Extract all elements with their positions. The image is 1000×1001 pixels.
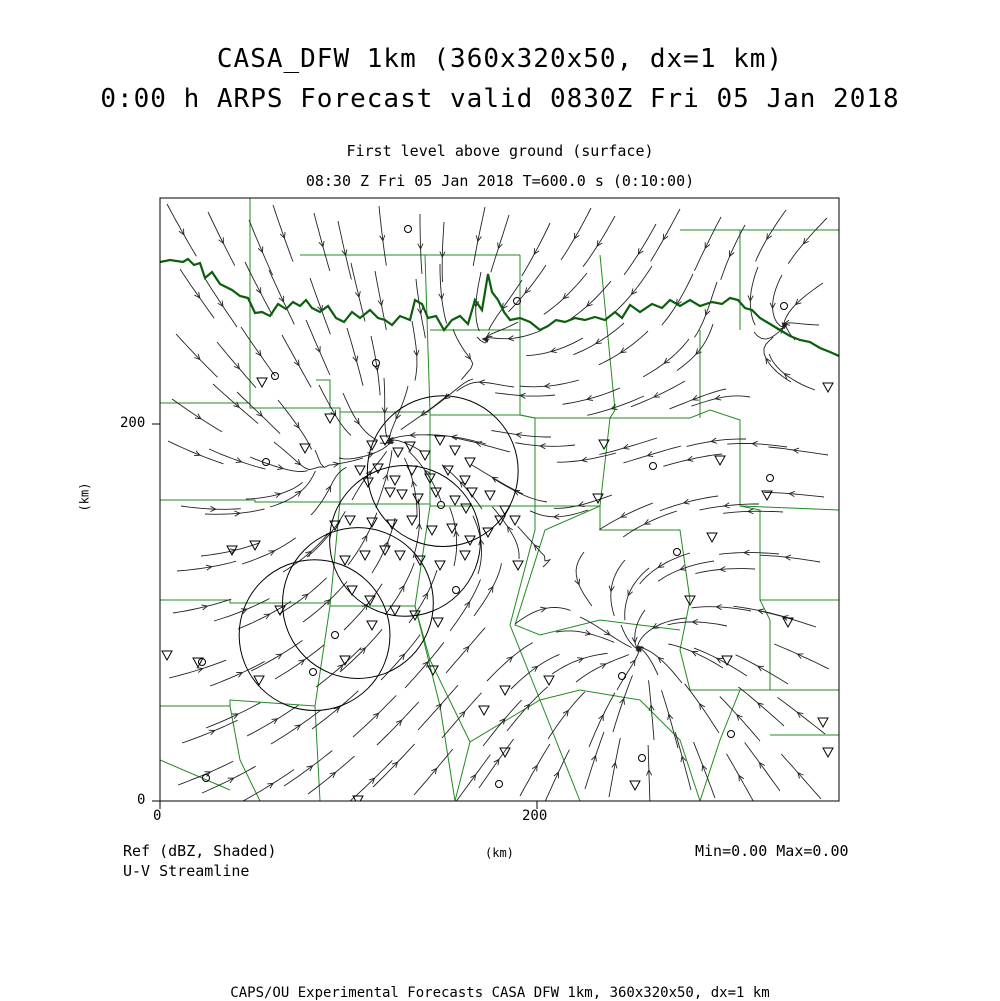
station-triangle	[513, 561, 523, 570]
streamline	[208, 212, 235, 266]
county-line	[700, 600, 770, 801]
streamline	[738, 687, 784, 726]
streamline	[760, 555, 820, 562]
station-circle	[619, 673, 626, 680]
streamline-arrow	[596, 339, 602, 344]
streamline	[719, 553, 779, 555]
streamline	[209, 449, 266, 469]
station-circle	[405, 226, 412, 233]
streamline	[662, 690, 679, 748]
streamline-arrow	[272, 719, 278, 724]
station-triangle	[823, 748, 833, 757]
streamline	[515, 607, 571, 624]
streamline	[585, 732, 604, 789]
streamline	[450, 507, 457, 566]
streamline	[446, 628, 485, 673]
streamline	[210, 661, 265, 686]
station-triangle	[818, 718, 828, 727]
station-triangle	[390, 606, 400, 615]
streamline	[720, 697, 760, 742]
x-axis-label: (km)	[485, 846, 514, 860]
streamline	[509, 265, 547, 312]
streamline	[237, 392, 280, 434]
county-line	[316, 380, 330, 408]
streamline-arrow	[766, 358, 771, 364]
streamline-arrow	[218, 301, 223, 307]
streamline	[723, 511, 783, 513]
streamline	[552, 653, 608, 674]
streamline	[347, 328, 363, 386]
streamline	[474, 563, 502, 616]
title-line-1: CASA_DFW 1km (360x320x50, dx=1 km)	[216, 44, 784, 74]
streamline	[614, 266, 652, 313]
streamline-arrow	[494, 759, 499, 765]
streamline	[176, 334, 218, 377]
streamline	[783, 323, 819, 329]
streamline	[695, 282, 718, 337]
streamline	[269, 270, 294, 324]
streamline	[389, 386, 408, 443]
station-triangle	[257, 378, 267, 387]
streamline	[522, 223, 550, 276]
radar-ring-1	[367, 396, 518, 547]
station-triangle	[254, 676, 264, 685]
streamline	[376, 450, 392, 508]
streamline	[213, 384, 258, 424]
streamline	[271, 710, 321, 744]
streamline	[473, 207, 485, 266]
plot-frame	[160, 198, 839, 801]
streamline-arrow	[604, 630, 610, 635]
streamline	[353, 695, 396, 737]
streamline	[418, 685, 458, 730]
station-triangle	[345, 516, 355, 525]
streamline-arrow	[597, 240, 602, 246]
streamline	[311, 467, 346, 515]
streamline	[631, 381, 685, 407]
station-circle	[650, 463, 657, 470]
station-circle	[639, 755, 646, 762]
time-subtitle: 08:30 Z Fri 05 Jan 2018 T=600.0 s (0:10:00)	[305, 172, 695, 190]
station-triangle	[479, 706, 489, 715]
streamline	[773, 275, 786, 327]
streamline	[303, 582, 347, 623]
station-circle	[332, 632, 339, 639]
streamline	[315, 450, 363, 467]
streamline	[491, 431, 551, 438]
station-triangle	[355, 466, 365, 475]
streamline	[249, 220, 273, 275]
radar-ring-4	[239, 560, 390, 711]
station-triangle	[397, 490, 407, 499]
streamline	[544, 750, 569, 804]
streamline	[182, 720, 238, 743]
station-triangle	[544, 676, 554, 685]
station-triangle	[360, 551, 370, 560]
streamline	[643, 339, 689, 377]
streamline	[694, 648, 747, 676]
streamline-arrow	[295, 725, 301, 730]
streamline-arrow	[294, 422, 299, 428]
streamline	[384, 378, 387, 438]
streamline	[750, 267, 758, 325]
county-boundaries	[160, 198, 840, 801]
streamline	[613, 675, 633, 732]
streamline	[788, 218, 827, 264]
station-triangle	[435, 561, 445, 570]
station-triangle	[500, 686, 510, 695]
title-line-2: 0:00 h ARPS Forecast valid 0830Z Fri 05 Jan 2018	[100, 84, 900, 114]
streamline-arrow	[760, 763, 765, 769]
footer-credit: CAPS/OU Experimental Forecasts CASA DFW 1km, 360x320x50, dx=1 km	[230, 985, 770, 1001]
streamline	[756, 210, 787, 262]
station-triangle	[461, 504, 471, 513]
streamline	[561, 208, 591, 260]
station-circle	[310, 669, 317, 676]
station-triangle	[427, 526, 437, 535]
streamline	[471, 464, 523, 494]
station-triangle	[823, 383, 833, 392]
streamline	[338, 221, 351, 280]
streamline	[405, 642, 444, 688]
streamline	[778, 697, 826, 734]
streamline	[721, 225, 745, 280]
station-circle	[728, 731, 735, 738]
streamline	[623, 446, 681, 463]
station-circle	[453, 587, 460, 594]
station-triangle	[420, 451, 430, 460]
station-circle	[767, 475, 774, 482]
streamline	[201, 543, 259, 556]
x-tick-label-0: 0	[153, 808, 162, 824]
streamline	[442, 693, 482, 738]
station-triangle	[390, 476, 400, 485]
streamline-arrow	[638, 248, 643, 254]
streamline	[282, 335, 311, 387]
streamline	[420, 214, 422, 274]
streamline	[781, 754, 821, 799]
station-circle	[438, 502, 445, 509]
streamline-arrow	[621, 348, 627, 353]
streamline	[583, 216, 615, 267]
streamline	[493, 478, 548, 502]
streamline	[373, 744, 415, 787]
streamline	[548, 692, 585, 739]
streamline	[457, 382, 514, 391]
streamline	[530, 510, 588, 517]
streamline-arrow	[354, 418, 359, 424]
streamline	[515, 443, 575, 447]
county-line	[600, 255, 615, 506]
streamline	[694, 217, 721, 271]
county-line	[160, 500, 600, 506]
min-max-readout: Min=0.00 Max=0.00	[695, 842, 849, 860]
streamline	[635, 610, 645, 651]
streamline	[599, 503, 653, 530]
county-line	[515, 506, 680, 635]
streamline	[636, 648, 682, 683]
streamline	[663, 454, 722, 466]
streamline	[168, 441, 224, 464]
streamline	[243, 770, 294, 802]
streamline	[784, 283, 823, 326]
streamline	[442, 222, 444, 282]
station-triangle	[485, 491, 495, 500]
streamline	[635, 647, 658, 675]
streamline	[736, 655, 788, 684]
streamline	[340, 629, 382, 672]
streamline	[526, 338, 583, 356]
streamline	[274, 442, 324, 470]
station-circle	[496, 781, 503, 788]
streamline	[576, 552, 592, 606]
county-line	[160, 600, 415, 606]
station-triangle	[460, 551, 470, 560]
station-circle	[781, 303, 788, 310]
streamline-arrow	[267, 783, 273, 788]
streamline	[308, 756, 355, 794]
station-triangle	[707, 533, 717, 542]
station-triangle	[413, 494, 423, 503]
station-triangle	[510, 516, 520, 525]
county-line	[455, 690, 640, 801]
level-subtitle: First level above ground (surface)	[346, 142, 654, 160]
station-circle	[514, 298, 521, 305]
y-tick-label-0: 0	[137, 792, 146, 808]
station-triangle	[715, 456, 725, 465]
streamline	[173, 599, 231, 613]
station-triangle	[450, 496, 460, 505]
streamline	[491, 215, 509, 272]
streamline	[273, 205, 293, 262]
station-triangle	[433, 618, 443, 627]
streamline	[651, 209, 680, 261]
county-line	[600, 506, 740, 690]
streamline	[675, 732, 691, 790]
streamline	[167, 204, 196, 256]
streamline-arrow	[465, 602, 470, 608]
streamline	[180, 269, 214, 318]
streamline	[452, 438, 510, 453]
streamline-arrow	[508, 527, 513, 533]
streamline	[169, 660, 226, 678]
y-tick-label-200: 200	[120, 415, 146, 431]
station-triangle	[325, 414, 335, 423]
station-triangle	[162, 651, 172, 660]
state-border-red-river	[160, 259, 839, 356]
streamline-arrow	[256, 350, 261, 356]
streamline-arrow	[195, 414, 201, 419]
streamline	[414, 749, 453, 795]
station-triangle	[387, 520, 397, 529]
streamline	[278, 400, 312, 450]
streamline	[685, 684, 719, 733]
streamline	[587, 396, 644, 415]
field-legend: Ref (dBZ, Shaded)	[123, 842, 277, 860]
streamline-arrow	[194, 292, 199, 298]
station-triangle	[435, 436, 445, 445]
streamline	[241, 327, 275, 376]
streamline	[648, 745, 650, 805]
county-line	[160, 700, 315, 706]
streamline	[275, 645, 324, 679]
streamline	[484, 330, 542, 340]
streamline-legend: U-V Streamline	[123, 862, 250, 880]
streamline	[520, 744, 550, 796]
station-triangle	[407, 516, 417, 525]
streamline	[609, 738, 620, 797]
streamline	[699, 504, 759, 510]
streamline	[172, 399, 222, 432]
station-triangle	[395, 551, 405, 560]
streamline	[177, 561, 236, 571]
station-triangle	[450, 446, 460, 455]
station-triangle	[385, 488, 395, 497]
streamline	[745, 743, 780, 792]
station-triangle	[630, 781, 640, 790]
streamline	[774, 644, 829, 669]
streamline	[314, 213, 330, 271]
streamline	[306, 320, 330, 375]
y-axis-label: (km)	[77, 482, 92, 512]
x-tick-label-200: 200	[522, 808, 548, 824]
station-triangle	[367, 621, 377, 630]
streamline	[245, 262, 272, 315]
streamline	[769, 354, 815, 390]
county-line	[230, 706, 260, 801]
streamline	[727, 754, 757, 806]
streamline	[668, 622, 728, 626]
station-triangle	[483, 528, 493, 537]
streamline	[556, 631, 614, 642]
station-circle	[674, 549, 681, 556]
station-triangle	[393, 448, 403, 457]
station-circle	[203, 775, 210, 782]
station-triangle	[300, 444, 310, 453]
streamline	[485, 322, 518, 342]
